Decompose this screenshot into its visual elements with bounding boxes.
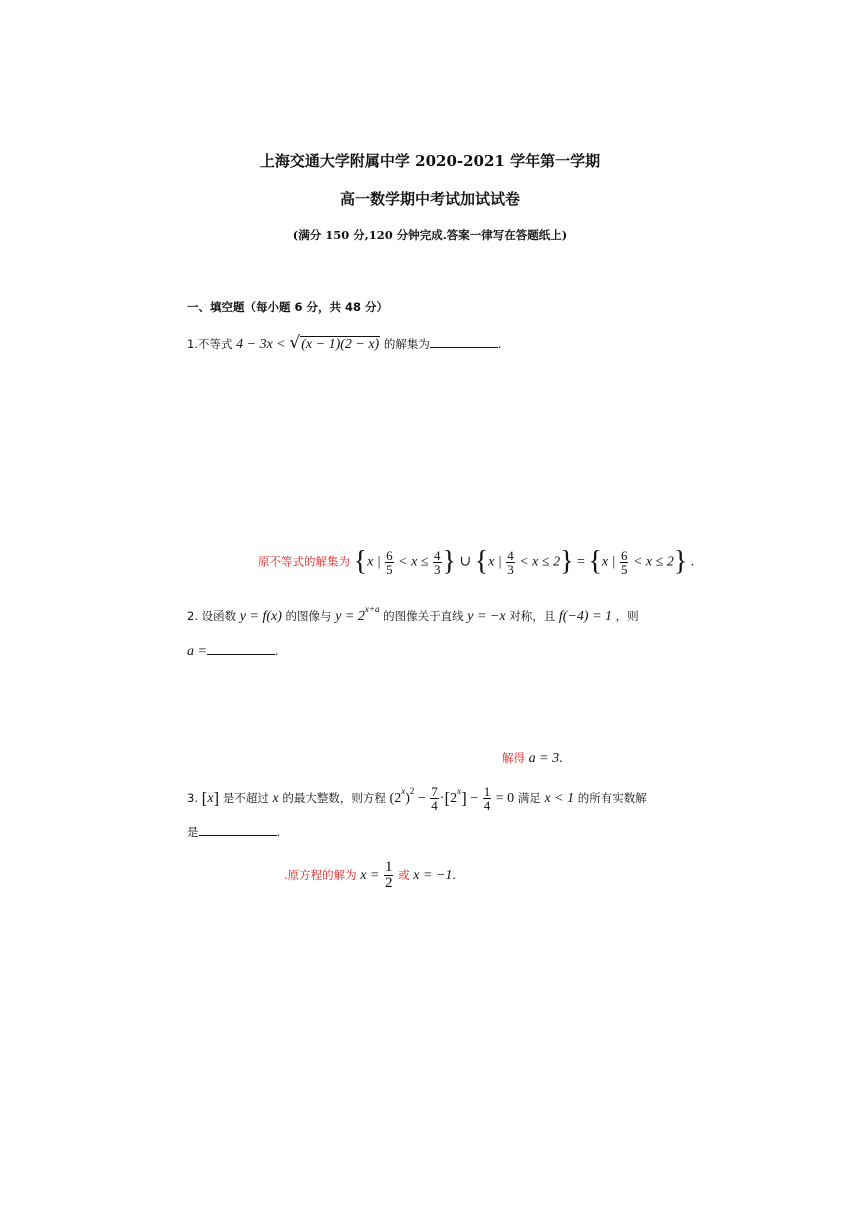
q1-end: . <box>497 337 502 351</box>
q1-expr-left: 4 − 3x < <box>236 337 286 352</box>
question-3: 3. [x] 是不超过 x 的最大整数，则方程 $(2^x)^2$ − $\frac{7}{4}$ $\cdot[2^x]$ − $\frac{1}{4}$ = 0 满足 x < 1 的所有实数解 <box>187 784 647 813</box>
brace-open: { <box>353 546 368 577</box>
q1-answer-blank[interactable] <box>430 346 498 348</box>
q2-line: y = −x <box>467 609 506 624</box>
q1-answer-text: 原不等式的解集为 <box>258 554 350 569</box>
q3-answer-blank[interactable] <box>199 834 277 836</box>
q1-prefix: 1.不等式 <box>187 337 233 351</box>
question-3-line2: 是 . <box>187 825 281 839</box>
q3-equation: $(2^x)^2$ − <box>389 786 430 806</box>
q2-answer: 解得 a = 3. <box>502 751 563 766</box>
exam-note: (满分 150 分,120 分钟完成.答案一律写在答题纸上) <box>292 228 568 242</box>
q2-condition: f(−4) = 1 <box>558 609 613 624</box>
page-title: 上海交通大学附属中学 2020-2021 学年第一学期 <box>259 152 601 170</box>
q1-radicand: (x − 1)(2 − x) <box>301 337 380 352</box>
q2-answer-expr: a = 3 <box>528 751 560 766</box>
q2-num: 2. <box>187 609 198 623</box>
question-1 <box>187 333 502 353</box>
q3-answer: .原方程的解为 x = $\frac{1}{2}$ 或 x = −1. <box>284 859 456 891</box>
q1-answer: 原不等式的解集为 {x | $\frac{6}{5}$ < x ≤ $\frac{4}{3}$ } ∪ {x | $\frac{4}{3}$ < x ≤ 2} = {x | $\frac{6}{5}$ < x ≤ 2} . <box>258 546 695 577</box>
page-subtitle: 高一数学期中考试加试试卷 <box>339 190 520 208</box>
q1-suffix: 的解集为 <box>383 337 430 351</box>
q3-answer-text: .原方程的解为 <box>284 868 357 882</box>
sqrt-symbol: √ <box>289 333 301 353</box>
question-2-line2: a = . <box>187 644 279 659</box>
q3-num: 3. <box>187 791 198 805</box>
q2-function: y = f(x) <box>239 609 282 624</box>
q2-answer-blank[interactable] <box>207 653 275 655</box>
q2-answer-label: 解得 <box>502 751 525 765</box>
q2-exponential: $y = 2^{x+a}$ <box>335 604 380 624</box>
section-heading: 一、填空题（每小题 6 分，共 48 分） <box>187 300 389 314</box>
question-2: 2. 设函数 y = f(x) 的图像与 $y = 2^{x+a}$ 的图像关于直线 y = −x 对称，且 f(−4) = 1 ，则 <box>187 604 639 624</box>
brace-close: } <box>442 546 456 577</box>
